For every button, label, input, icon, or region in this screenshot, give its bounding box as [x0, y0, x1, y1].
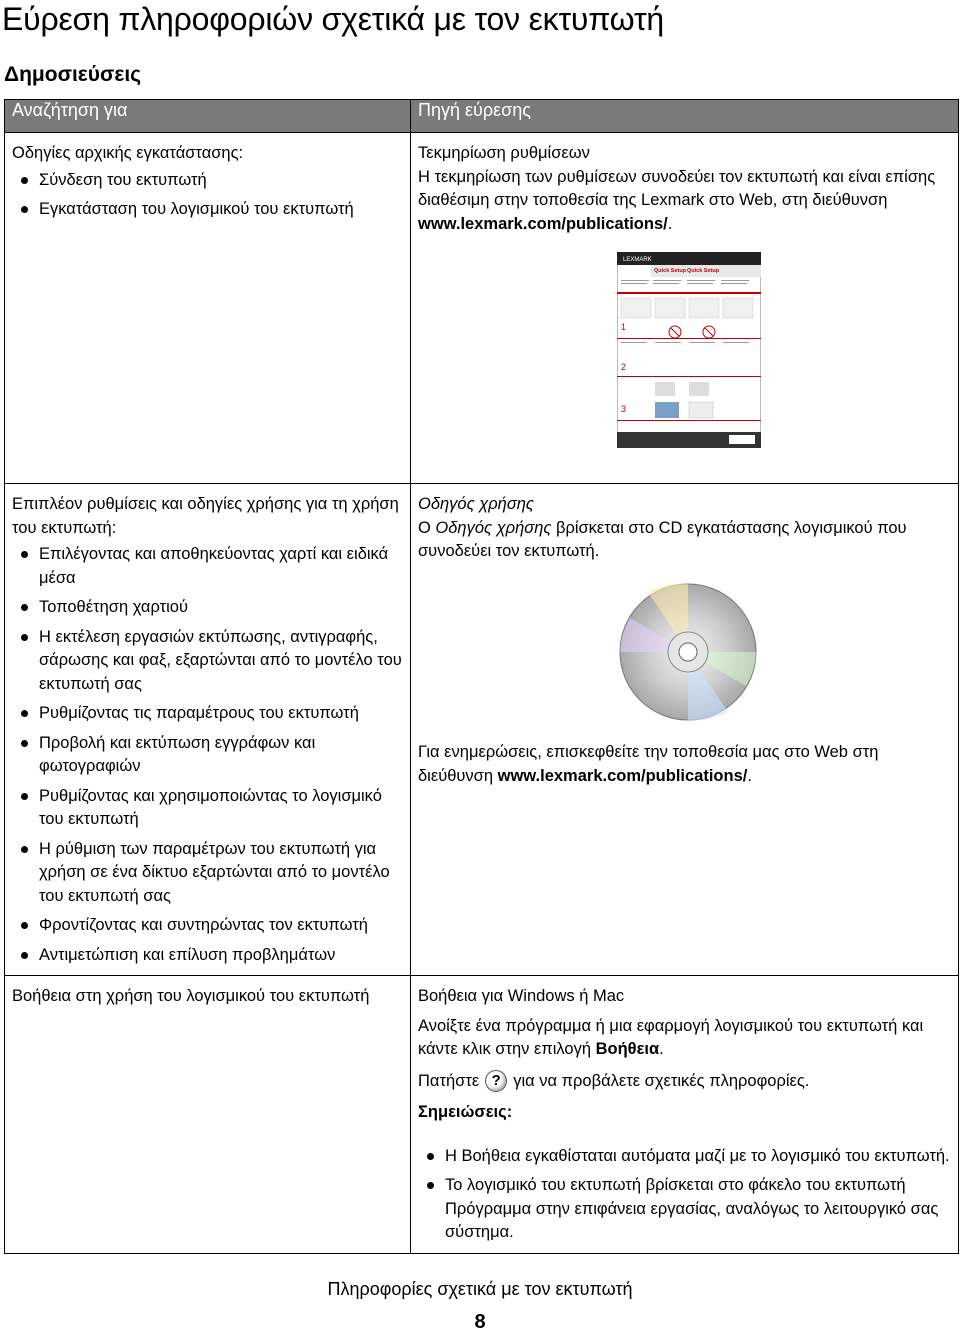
list-item: Αντιμετώπιση και επίλυση προβλημάτων [12, 944, 403, 968]
update-text: Για ενημερώσεις, επισκεφθείτε την τοποθεσία μας στο Web στη διεύθυνση www.lexmark.com/publications/. [418, 743, 879, 785]
list-item: Εγκατάσταση του λογισμικού του εκτυπωτή [12, 198, 403, 222]
page-title: Εύρεση πληροφοριών σχετικά με τον εκτυπωτή [2, 1, 664, 37]
footer-text: Πληροφορίες σχετικά με τον εκτυπωτή [327, 1279, 633, 1299]
info-table [4, 99, 959, 1254]
cell-setup-docs [411, 133, 959, 484]
publications-link[interactable]: www.lexmark.com/publications/ [497, 766, 748, 785]
table-row [5, 976, 959, 1254]
help-question-icon: ? [485, 1070, 507, 1092]
setup-intro: Οδηγίες αρχικής εγκατάστασης: [12, 144, 244, 162]
software-help-text: Βοήθεια στη χρήση του λογισμικού του εκτυπωτή [12, 987, 370, 1005]
thumb-heading-2: Quick Setup [687, 268, 720, 274]
list-item: Ρυθμίζοντας τις παραμέτρους του εκτυπωτή [12, 702, 403, 726]
list-item: Το λογισμικό του εκτυπωτή βρίσκεται στο φάκελο του εκτυπωτή Πρόγραμμα στην επιφάνεια εργασίας, αναλόγως το λειτουργικό σας σύστημα. [418, 1174, 951, 1245]
list-item: Η ρύθμιση των παραμέτρων του εκτυπωτή για χρήση σε ένα δίκτυο εξαρτώνται από το μοντέλο του εκτυπωτή σας [12, 838, 403, 909]
cd-image [618, 582, 951, 730]
thumb-heading-1: Quick Setup [654, 268, 687, 274]
thumb-brand: LEXMARK [623, 257, 652, 263]
list-item: Τοποθέτηση χαρτιού [12, 596, 403, 620]
quick-setup-thumbnail [617, 252, 951, 456]
table-row [5, 484, 959, 976]
cell-setup-instructions [5, 133, 411, 484]
list-item: Η Βοήθεια εγκαθίσταται αυτόματα μαζί με το λογισμικό του εκτυπωτή. [418, 1145, 951, 1169]
list-item: Επιλέγοντας και αποθηκεύοντας χαρτί και ειδικά μέσα [12, 543, 403, 590]
list-item: Προβολή και εκτύπωση εγγράφων και φωτογραφιών [12, 732, 403, 779]
table-header-row [5, 100, 959, 133]
help-press-text: Πατήστε ? για να προβάλετε σχετικές πληροφορίες. [418, 1070, 951, 1094]
thumb-step-2: 2 [621, 362, 627, 372]
help-title: Βοήθεια για Windows ή Mac [418, 987, 625, 1005]
cell-usage-topics [5, 484, 411, 976]
help-open-text: Ανοίξτε ένα πρόγραμμα ή μια εφαρμογή λογισμικού του εκτυπωτή και κάντε κλικ στην επιλογή Βοήθεια. [418, 1016, 924, 1058]
list-item: Σύνδεση του εκτυπωτή [12, 169, 403, 193]
list-item: Ρυθμίζοντας και χρησιμοποιώντας το λογισμικό του εκτυπωτή [12, 785, 403, 832]
cd-icon [618, 582, 758, 722]
thumb-step-1: 1 [621, 322, 627, 332]
notes-list [418, 1145, 951, 1245]
user-guide-title: Οδηγός χρήσης [418, 495, 534, 513]
usage-list [12, 543, 403, 967]
list-item: Η εκτέλεση εργασιών εκτύπωσης, αντιγραφής, σάρωσης και φαξ, εξαρτώνται από το μοντέλο του εκτυπωτή σας [12, 626, 403, 697]
thumb-step-3: 3 [621, 404, 627, 414]
setup-docs-title: Τεκμηρίωση ρυθμίσεων [418, 144, 590, 162]
usage-intro: Επιπλέον ρυθμίσεις και οδηγίες χρήσης για τη χρήση του εκτυπωτή: [12, 495, 399, 537]
publications-link[interactable]: www.lexmark.com/publications/ [418, 214, 668, 233]
notes-title: Σημειώσεις: [418, 1103, 513, 1121]
header-search-for: Αναζήτηση για [5, 100, 411, 133]
quick-setup-sheet-image [617, 252, 761, 448]
list-item: Φροντίζοντας και συντηρώντας τον εκτυπωτή [12, 914, 403, 938]
header-where-to-find: Πηγή εύρεσης [411, 100, 959, 133]
setup-list [12, 169, 403, 222]
page-number: 8 [474, 1311, 486, 1333]
user-guide-text: Ο Οδηγός χρήσης βρίσκεται στο CD εγκατάστασης λογισμικού που συνοδεύει τον εκτυπωτή. [418, 518, 907, 560]
cell-help-source [411, 976, 959, 1254]
section-heading: Δημοσιεύσεις [4, 63, 142, 86]
cell-user-guide [411, 484, 959, 976]
table-row [5, 133, 959, 484]
help-option-label: Βοήθεια [595, 1040, 660, 1058]
cell-software-help [5, 976, 411, 1254]
setup-docs-text: Η τεκμηρίωση των ρυθμίσεων συνοδεύει τον εκτυπωτή και είναι επίσης διαθέσιμη στην τοποθεσία της Lexmark στο Web, στη διεύθυνση www.lexmark.com/publications/. [418, 167, 936, 233]
